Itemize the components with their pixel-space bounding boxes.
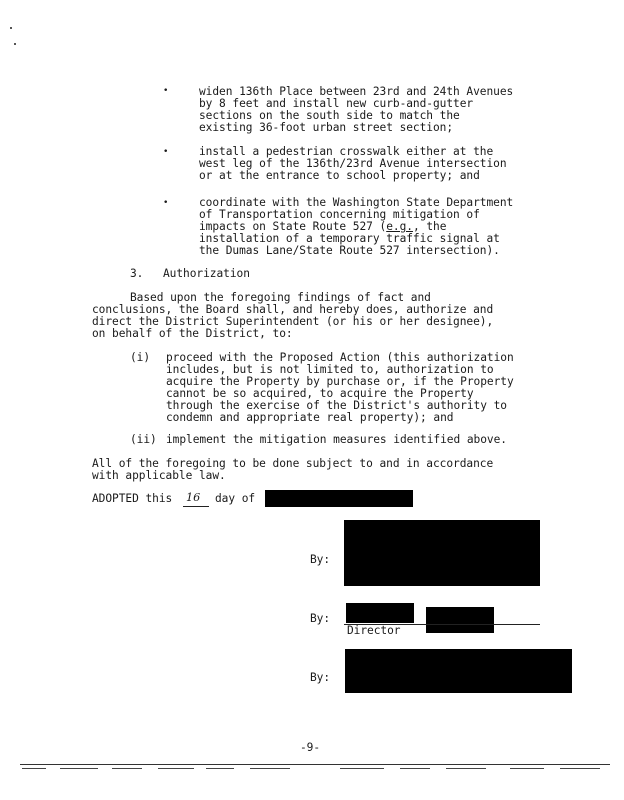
footer-dash <box>206 768 234 769</box>
item-i-line-4: cannot be so acquired, to acquire the Property <box>166 387 474 400</box>
footer-dash <box>250 768 290 769</box>
page-number: -9- <box>300 741 321 754</box>
footer-dash <box>400 768 430 769</box>
footer-dash <box>60 768 98 769</box>
closing-line-2: with applicable law. <box>92 469 226 482</box>
redaction-block <box>344 520 540 586</box>
redaction-block <box>265 490 413 507</box>
item-i-line-6: condemn and appropriate real property); and <box>166 411 454 424</box>
adopted-day-underline <box>183 506 209 507</box>
redaction-block <box>345 649 572 693</box>
bullet-icon: • <box>163 198 169 208</box>
redaction-block <box>426 607 494 633</box>
bullet-3-line-3-a: impacts on State Route 527 ( <box>199 220 387 233</box>
section-title: Authorization <box>163 267 250 280</box>
redaction-block <box>346 603 414 623</box>
item-i-line-5: through the exercise of the District's authority to <box>166 399 507 412</box>
bullet-icon: • <box>163 86 169 96</box>
bullet-2-line-1: install a pedestrian crosswalk either at the <box>199 145 494 158</box>
bullet-2-line-2: west leg of the 136th/23rd Avenue intersection <box>199 157 507 170</box>
footer-dash <box>22 768 46 769</box>
footer-dash <box>560 768 600 769</box>
signature-2-title: Director <box>347 624 401 637</box>
signature-2-label: By: <box>310 612 331 625</box>
item-i-line-3: acquire the Property by purchase or, if the Property <box>166 375 514 388</box>
footer-dash <box>112 768 142 769</box>
bullet-1-line-4: existing 36-foot urban street section; <box>199 121 454 134</box>
footer-dash <box>340 768 384 769</box>
bullet-3-line-5: the Dumas Lane/State Route 527 intersection). <box>199 244 500 257</box>
paragraph-line-4: on behalf of the District, to: <box>92 327 293 340</box>
eg-abbrev: e.g. <box>386 220 413 233</box>
item-i-label: (i) <box>130 351 151 364</box>
footer-rule <box>20 764 610 765</box>
paragraph-line-1: Based upon the foregoing findings of fact and <box>130 291 431 304</box>
item-i-line-1: proceed with the Proposed Action (this authorization <box>166 351 514 364</box>
item-i-line-2: includes, but is not limited to, authorization to <box>166 363 494 376</box>
adopted-suffix: day of <box>215 492 256 505</box>
footer-dash <box>158 768 194 769</box>
bullet-3-line-1: coordinate with the Washington State Department <box>199 196 514 209</box>
scan-speck <box>14 43 16 45</box>
closing-line-1: All of the foregoing to be done subject to and in accordance <box>92 457 494 470</box>
item-ii-label: (ii) <box>130 433 157 446</box>
item-ii-line-1: implement the mitigation measures identified above. <box>166 433 507 446</box>
bullet-1-line-1: widen 136th Place between 23rd and 24th Avenues <box>199 85 514 98</box>
bullet-1-line-3: sections on the south side to match the <box>199 109 460 122</box>
footer-dash <box>446 768 486 769</box>
bullet-3-line-2: of Transportation concerning mitigation of <box>199 208 480 221</box>
adopted-prefix: ADOPTED this <box>92 492 173 505</box>
bullet-2-line-3: or at the entrance to school property; and <box>199 169 480 182</box>
footer-dash <box>510 768 544 769</box>
bullet-3-line-4: installation of a temporary traffic signal at <box>199 232 500 245</box>
paragraph-line-3: direct the District Superintendent (or his or her designee), <box>92 315 494 328</box>
bullet-3-line-3-b: , the <box>412 220 447 233</box>
paragraph-line-2: conclusions, the Board shall, and hereby does, authorize and <box>92 303 494 316</box>
signature-3-label: By: <box>310 671 331 684</box>
adopted-day: 16 <box>186 491 201 504</box>
bullet-1-line-2: by 8 feet and install new curb-and-gutter <box>199 97 474 110</box>
scan-speck <box>10 27 12 29</box>
bullet-icon: • <box>163 147 169 157</box>
section-number: 3. <box>130 267 144 280</box>
signature-1-label: By: <box>310 553 331 566</box>
